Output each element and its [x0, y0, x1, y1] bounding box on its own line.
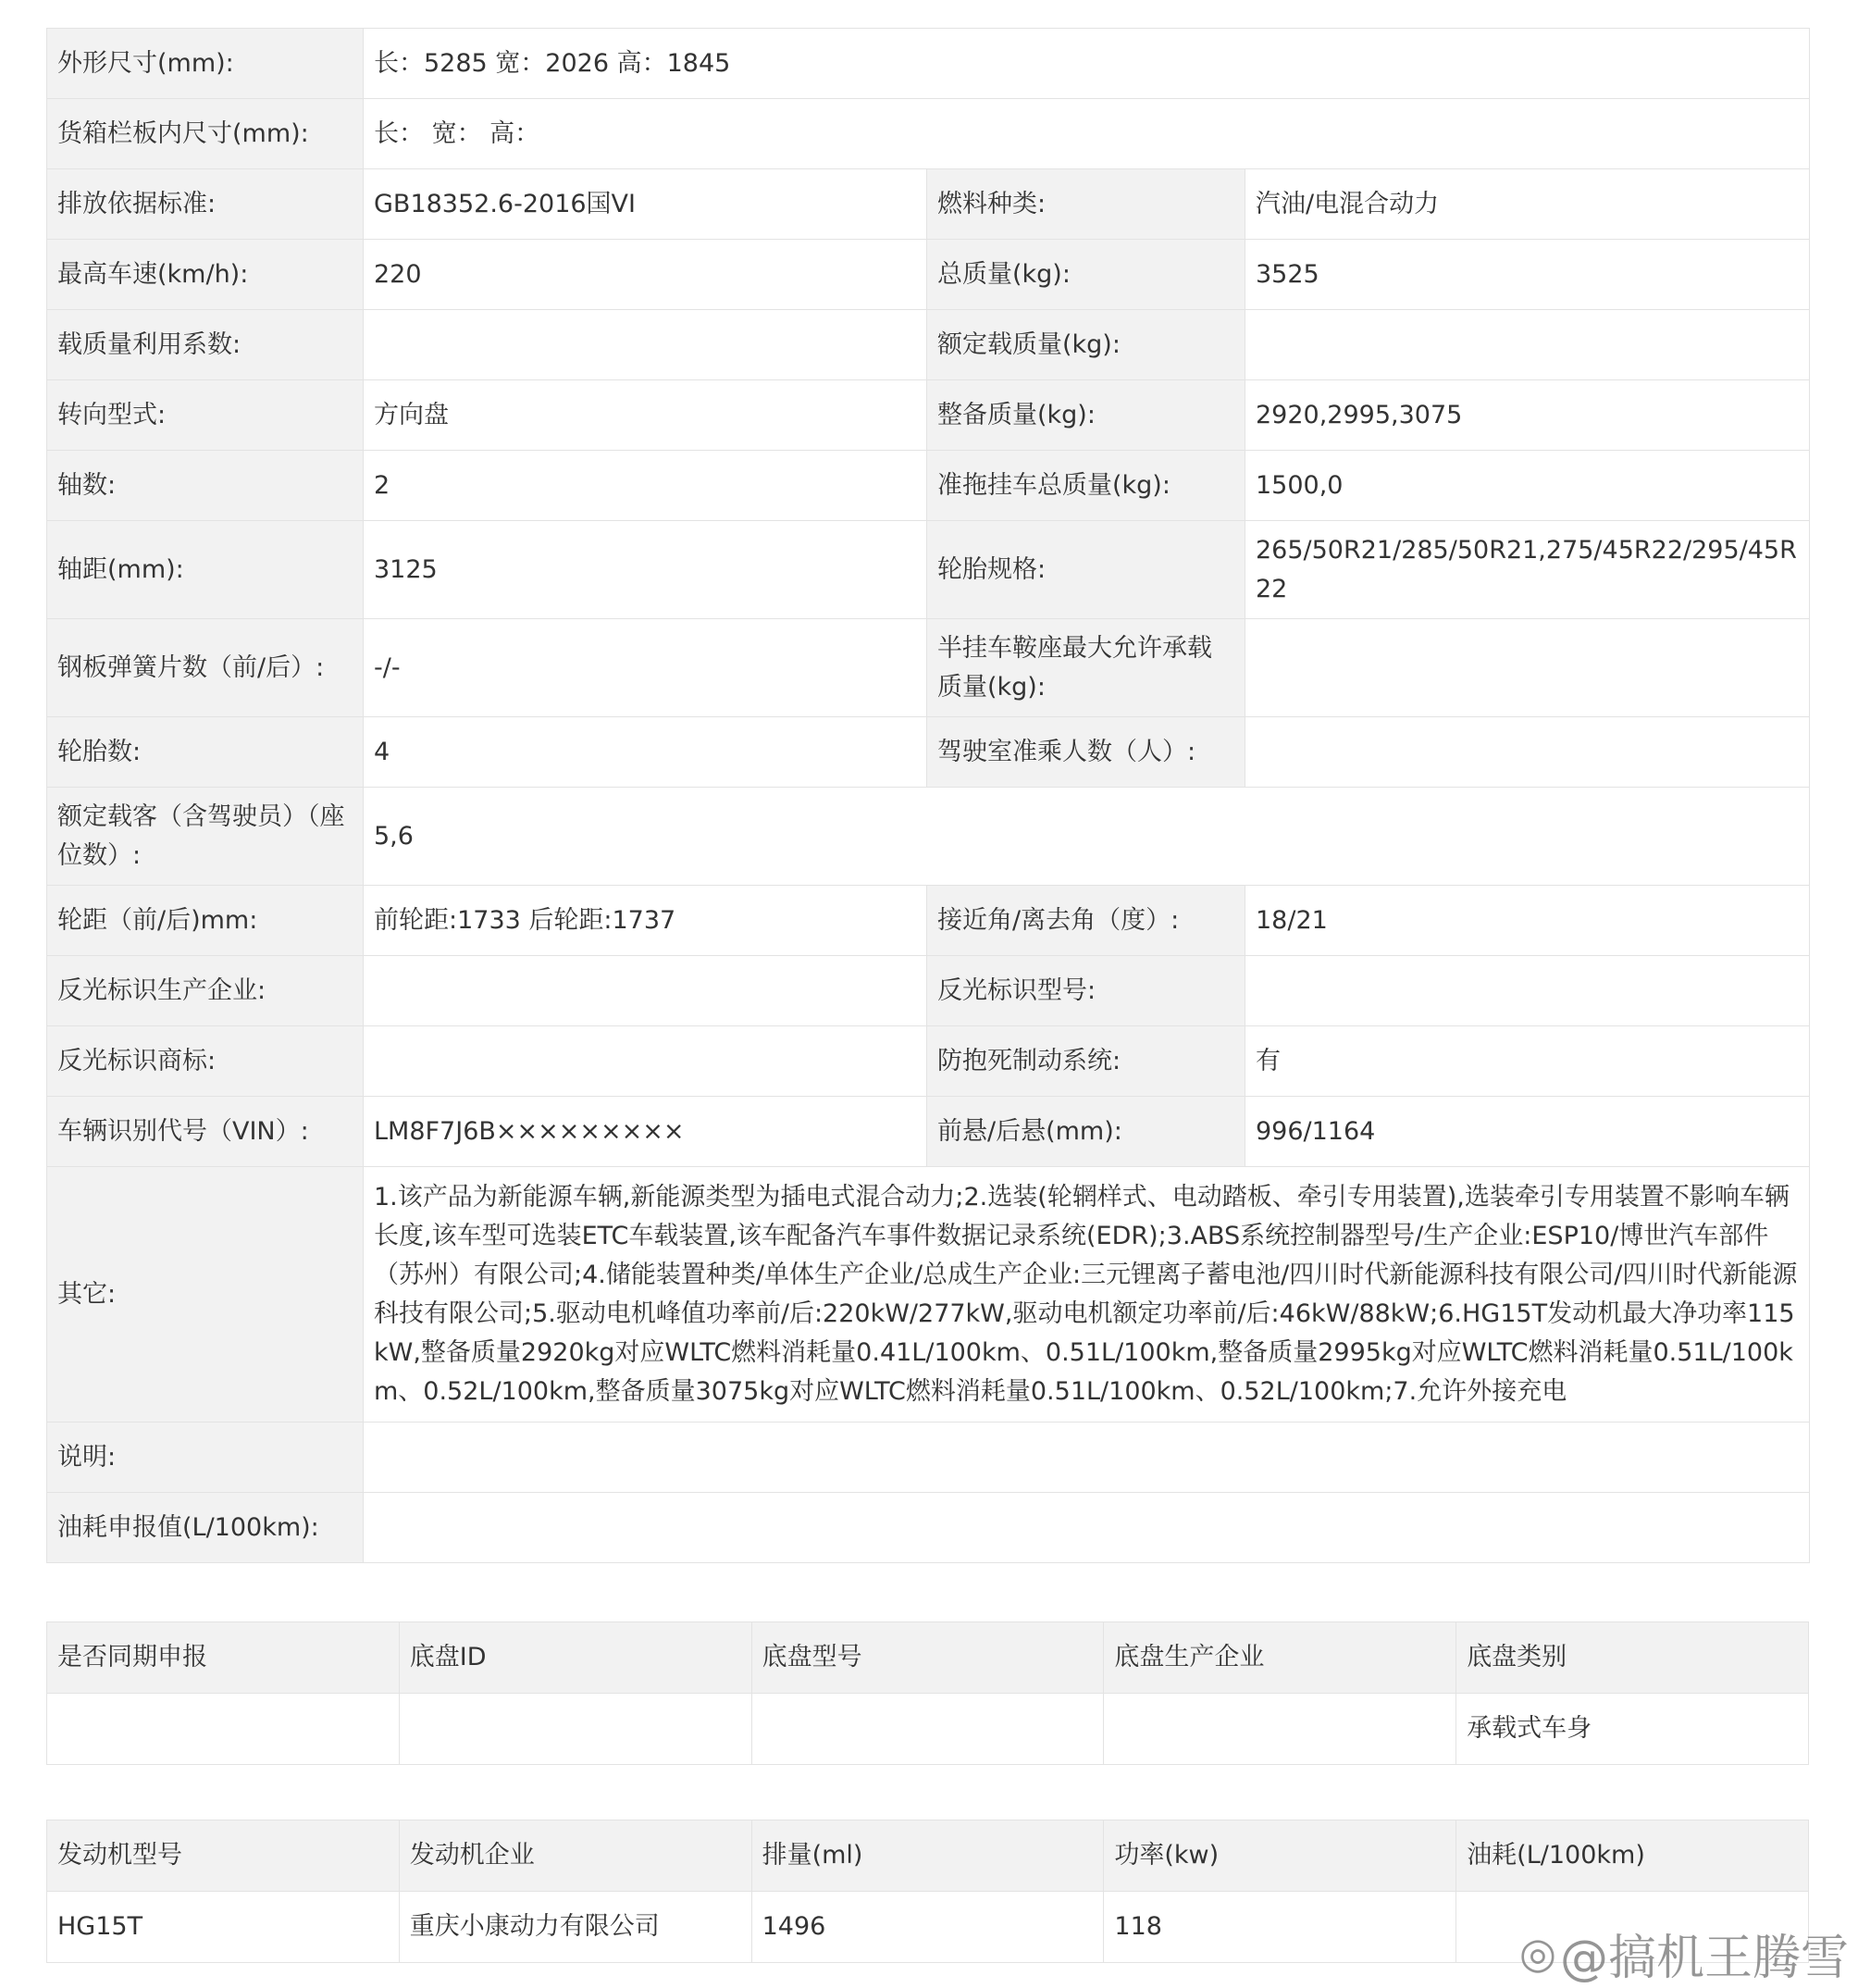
- fuel-type-value: 汽油/电混合动力: [1245, 169, 1810, 240]
- chassis-cell: 承载式车身: [1456, 1694, 1809, 1765]
- spring-label: 钢板弹簧片数（前/后）:: [47, 619, 364, 717]
- cab-passengers-label: 驾驶室准乘人数（人）:: [927, 717, 1245, 788]
- spec-row-speed: [47, 240, 1810, 310]
- abs-value: 有: [1245, 1026, 1810, 1097]
- wheelbase-label: 轴距(mm):: [47, 521, 364, 619]
- engine-header-cell: 排量(ml): [751, 1820, 1104, 1892]
- spec-row-steering: [47, 380, 1810, 451]
- steering-label: 转向型式:: [47, 380, 364, 451]
- chassis-cell: [399, 1694, 751, 1765]
- chassis-data-row: [47, 1694, 1809, 1765]
- angle-value: 18/21: [1245, 886, 1810, 956]
- axles-value: 2: [364, 451, 927, 521]
- spec-row-wheelbase: [47, 521, 1810, 619]
- note-label: 说明:: [47, 1423, 364, 1493]
- spec-row-fuel-consumption: [47, 1493, 1810, 1563]
- reflector-maker-label: 反光标识生产企业:: [47, 956, 364, 1026]
- saddle-label: 半挂车鞍座最大允许承载质量(kg):: [927, 619, 1245, 717]
- chassis-cell: [47, 1694, 400, 1765]
- angle-label: 接近角/离去角（度）:: [927, 886, 1245, 956]
- fuel-type-label: 燃料种类:: [927, 169, 1245, 240]
- wheelbase-value: 3125: [364, 521, 927, 619]
- chassis-header-cell: 底盘生产企业: [1104, 1622, 1456, 1694]
- seats-value: 5,6: [364, 788, 1810, 886]
- overhang-label: 前悬/后悬(mm):: [927, 1097, 1245, 1167]
- total-mass-value: 3525: [1245, 240, 1810, 310]
- spring-value: -/-: [364, 619, 927, 717]
- chassis-table: [46, 1621, 1809, 1765]
- engine-cell: 118: [1104, 1892, 1456, 1963]
- tire-spec-label: 轮胎规格:: [927, 521, 1245, 619]
- dimensions-value: 长：5285 宽：2026 高：1845: [364, 29, 1810, 99]
- cargo-value: 长： 宽： 高：: [364, 99, 1810, 169]
- watermark-text: @搞机王腾雪: [1559, 1930, 1849, 1986]
- spec-row-cargo: [47, 99, 1810, 169]
- abs-label: 防抱死制动系统:: [927, 1026, 1245, 1097]
- weibo-icon: ◎: [1518, 1928, 1556, 1978]
- chassis-header-row: [47, 1622, 1809, 1694]
- tires-label: 轮胎数:: [47, 717, 364, 788]
- spec-row-seats: [47, 788, 1810, 886]
- spec-row-track: [47, 886, 1810, 956]
- reflector-model-label: 反光标识型号:: [927, 956, 1245, 1026]
- engine-header-cell: 功率(kw): [1104, 1820, 1456, 1892]
- total-mass-label: 总质量(kg):: [927, 240, 1245, 310]
- vehicle-spec-table: [46, 28, 1810, 1563]
- fuel-consumption-label: 油耗申报值(L/100km):: [47, 1493, 364, 1563]
- tire-spec-value: 265/50R21/285/50R21,275/45R22/295/45R22: [1245, 521, 1810, 619]
- spec-row-vin: [47, 1097, 1810, 1167]
- emission-value: GB18352.6-2016国VI: [364, 169, 927, 240]
- reflector-maker-value: [364, 956, 927, 1026]
- reflector-brand-value: [364, 1026, 927, 1097]
- vin-label: 车辆识别代号（VIN）:: [47, 1097, 364, 1167]
- engine-header-cell: 发动机型号: [47, 1820, 400, 1892]
- trailer-mass-value: 1500,0: [1245, 451, 1810, 521]
- spec-row-emission: [47, 169, 1810, 240]
- spec-row-reflector-brand: [47, 1026, 1810, 1097]
- chassis-header-cell: 底盘型号: [751, 1622, 1104, 1694]
- engine-cell: HG15T: [47, 1892, 400, 1963]
- spec-row-tires: [47, 717, 1810, 788]
- spec-row-dimensions: [47, 29, 1810, 99]
- chassis-cell: [1104, 1694, 1456, 1765]
- spec-row-axles: [47, 451, 1810, 521]
- seats-label: 额定载客（含驾驶员）（座位数）:: [47, 788, 364, 886]
- overhang-value: 996/1164: [1245, 1097, 1810, 1167]
- reflector-model-value: [1245, 956, 1810, 1026]
- spec-row-spring: [47, 619, 1810, 717]
- saddle-value: [1245, 619, 1810, 717]
- engine-cell: 重庆小康动力有限公司: [399, 1892, 751, 1963]
- rated-load-value: [1245, 310, 1810, 380]
- axles-label: 轴数:: [47, 451, 364, 521]
- load-coef-label: 载质量利用系数:: [47, 310, 364, 380]
- engine-header-cell: 发动机企业: [399, 1820, 751, 1892]
- spec-row-reflector-maker: [47, 956, 1810, 1026]
- vin-value: LM8F7J6B×××××××××: [364, 1097, 927, 1167]
- chassis-cell: [751, 1694, 1104, 1765]
- max-speed-value: 220: [364, 240, 927, 310]
- spec-row-load: [47, 310, 1810, 380]
- tires-value: 4: [364, 717, 927, 788]
- max-speed-label: 最高车速(km/h):: [47, 240, 364, 310]
- engine-cell: 1496: [751, 1892, 1104, 1963]
- track-value: 前轮距:1733 后轮距:1737: [364, 886, 927, 956]
- note-value: [364, 1423, 1810, 1493]
- emission-label: 排放依据标准:: [47, 169, 364, 240]
- chassis-header-cell: 底盘ID: [399, 1622, 751, 1694]
- engine-header-row: [47, 1820, 1809, 1892]
- curb-mass-label: 整备质量(kg):: [927, 380, 1245, 451]
- chassis-header-cell: 是否同期申报: [47, 1622, 400, 1694]
- curb-mass-value: 2920,2995,3075: [1245, 380, 1810, 451]
- track-label: 轮距（前/后)mm:: [47, 886, 364, 956]
- fuel-consumption-value: [364, 1493, 1810, 1563]
- cab-passengers-value: [1245, 717, 1810, 788]
- rated-load-label: 额定载质量(kg):: [927, 310, 1245, 380]
- other-label: 其它:: [47, 1167, 364, 1423]
- cargo-label: 货箱栏板内尺寸(mm):: [47, 99, 364, 169]
- load-coef-value: [364, 310, 927, 380]
- steering-value: 方向盘: [364, 380, 927, 451]
- dimensions-label: 外形尺寸(mm):: [47, 29, 364, 99]
- spec-row-other: [47, 1167, 1810, 1423]
- chassis-header-cell: 底盘类别: [1456, 1622, 1809, 1694]
- other-value: 1.该产品为新能源车辆,新能源类型为插电式混合动力;2.选装(轮辋样式、电动踏板、牵引专用装置),选装牵引专用装置不影响车辆长度,该车型可选装ETC车载装置,该车配备汽车事件数据记录系统(EDR);3.ABS系统控制器型号/生产企业:ESP10/博世汽车部件（苏州）有限公司;4.储能装置种类/单体生产企业/总成生产企业:三元锂离子蓄电池/四川时代新能源科技有限公司/四川时代新能源科技有限公司;5.驱动电机峰值功率前/后:220kW/277kW,驱动电机额定功率前/后:46kW/88kW;6.HG15T发动机最大净功率115kW,整备质量2920kg对应WLTC燃料消耗量0.41L/100km、0.51L/100km,整备质量2995kg对应WLTC燃料消耗量0.51L/100km、0.52L/100km,整备质量3075kg对应WLTC燃料消耗量0.51L/100km、0.52L/100km;7.允许外接充电: [364, 1167, 1810, 1423]
- reflector-brand-label: 反光标识商标:: [47, 1026, 364, 1097]
- spec-row-note: [47, 1423, 1810, 1493]
- watermark: [1519, 1918, 1849, 1988]
- trailer-mass-label: 准拖挂车总质量(kg):: [927, 451, 1245, 521]
- engine-header-cell: 油耗(L/100km): [1456, 1820, 1809, 1892]
